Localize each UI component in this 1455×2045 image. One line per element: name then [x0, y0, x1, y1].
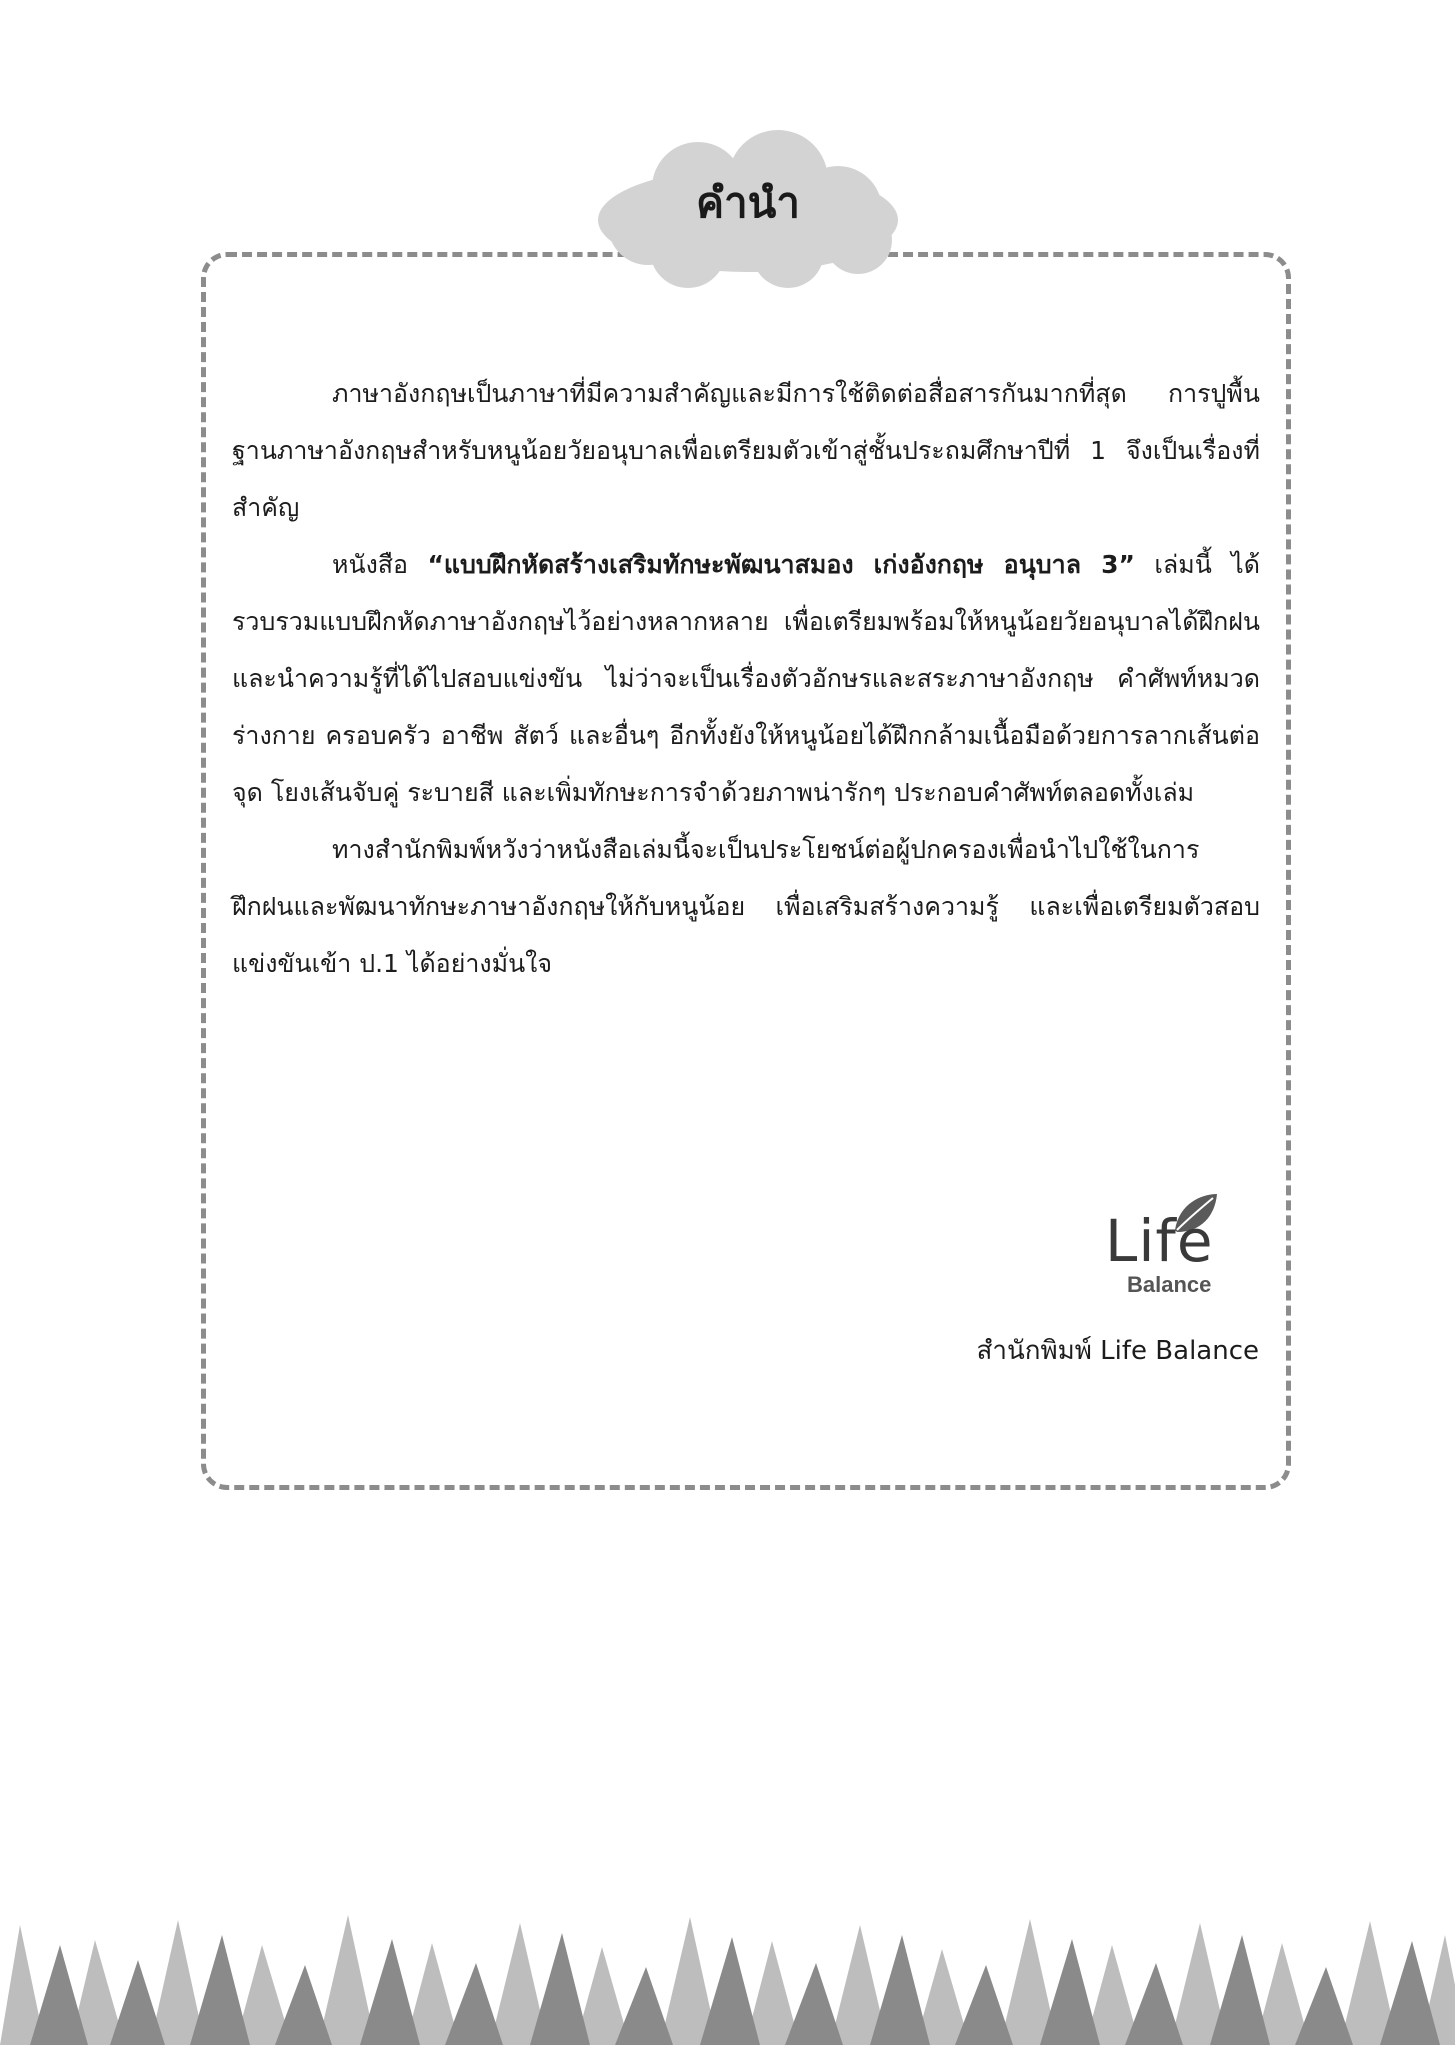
paragraph-2: [232, 536, 1260, 821]
publisher-name: สำนักพิมพ์ Life Balance: [976, 1336, 1259, 1366]
grass-decoration: [0, 1905, 1455, 2045]
paragraph-1: ภาษาอังกฤษเป็นภาษาที่มีความสำคัญและมีการใช้ติดต่อสื่อสารกันมากที่สุด การปูพื้นฐานภาษาอังกฤษสำหรับหนูน้อยวัยอนุบาลเพื่อเตรียมตัวเข้าสู่ชั้นประถมศึกษาปีที่ 1 จึงเป็นเรื่องที่สำคัญ: [232, 379, 1260, 522]
logo-word-life: Life: [1105, 1207, 1214, 1275]
book-title: “แบบฝึกหัดสร้างเสริมทักษะพัฒนาสมอง เก่งอังกฤษ อนุบาล 3”: [427, 550, 1135, 579]
page-title: คำนำ: [696, 178, 800, 227]
title-cloud: [588, 130, 908, 290]
paragraph-2-suffix: เล่มนี้ ได้รวบรวมแบบฝึกหัดภาษาอังกฤษไว้อย่างหลากหลาย เพื่อเตรียมพร้อมให้หนูน้อยวัยอนุบาลได้ฝึกฝน และนำความรู้ที่ได้ไปสอบแข่งขัน ไม่ว่าจะเป็นเรื่องตัวอักษรและสระภาษาอังกฤษ คำศัพท์หมวดร่างกาย ครอบครัว อาชีพ สัตว์ และอื่นๆ อีกทั้งยังให้หนูน้อยได้ฝึกกล้ามเนื้อมือด้วยการลากเส้นต่อจุด โยงเส้นจับคู่ ระบายสี และเพิ่มทักษะการจำด้วยภาพน่ารักๆ ประกอบคำศัพท์ตลอดทั้งเล่ม: [232, 550, 1260, 807]
foreword-body: [232, 365, 1260, 992]
paragraph-2-prefix: หนังสือ: [332, 550, 428, 579]
paragraph-3: ทางสำนักพิมพ์หวังว่าหนังสือเล่มนี้จะเป็นประโยชน์ต่อผู้ปกครองเพื่อนำไปใช้ในการฝึกฝนและพัฒนาทักษะภาษาอังกฤษให้กับหนูน้อย เพื่อเสริมสร้างความรู้ และเพื่อเตรียมตัวสอบแข่งขันเข้า ป.1 ได้อย่างมั่นใจ: [232, 835, 1260, 978]
publisher-logo: [1099, 1190, 1229, 1300]
logo-word-balance: Balance: [1127, 1272, 1212, 1297]
